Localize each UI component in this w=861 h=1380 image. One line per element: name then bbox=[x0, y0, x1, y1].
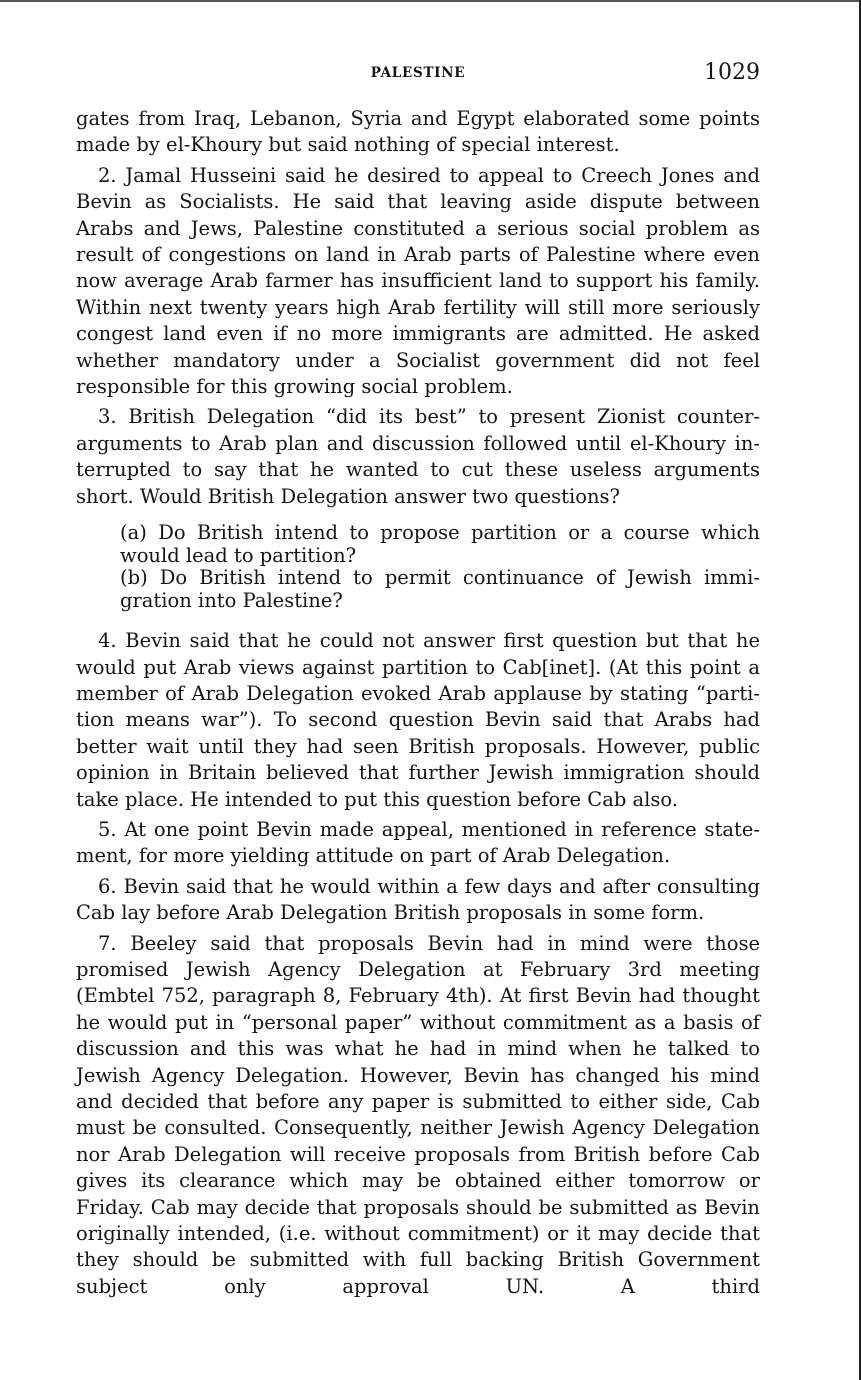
paragraph-3: 3. British Delegation “did its best” to present Zionist counterarguments to Arab plan and discussion followed until el-Khoury interrupted to say that he wanted to cut these useless arguments short. Would British Delegation answer two questions? bbox=[76, 405, 760, 508]
paragraph-7: 7. Beeley said that proposals Bevin had in mind were those promised Jewish Agency Delegation at February 3rd meeting (Embtel 752, paragraph 8, February 4th). At first Bevin had thought he would put in “personal paper” without commitment as a basis of discussion and this was what he had in mind when he talked to Jewish Agency Delegation. However, Bevin has changed his mind and decided that before any paper is submitted to either side, Cab must be consulted. Consequently, neither Jewish Agency Delegation nor Arab Delegation will receive proposals from British before Cab gives its clearance which may be obtained either tomorrow or Friday. Cab may decide that proposals should be submitted as Bevin originally intended, (i.e. without commitment) or it may decide that they should be submitted with full backing British Government subject only approval UN. A third bbox=[76, 931, 760, 1298]
paragraph-6: 6. Bevin said that he would within a few days and after consulting Cab lay before Arab Delegation British proposals in some form. bbox=[76, 874, 760, 925]
page-number: 1029 bbox=[704, 60, 760, 85]
question-a: (a) Do British intend to propose partition or a course which would lead to partition? bbox=[120, 521, 760, 567]
paragraph-5: 5. At one point Bevin made appeal, mentioned in reference statement, for more yielding attitude on part of Arab Delegation. bbox=[76, 817, 760, 868]
page-header bbox=[76, 62, 760, 90]
paragraph-2: 2. Jamal Husseini said he desired to appeal to Creech Jones and Bevin as Socialists. He said that leaving aside dispute between Arabs and Jews, Palestine constituted a serious social problem as result of congestions on land in Arab parts of Palestine where even now average Arab farmer has insufficient land to support his family. Within next twenty years high Arab fertility will still more seriously congest land even if no more immigrants are admitted. He asked whether mandatory under a Socialist government did not feel responsible for this growing social problem. bbox=[76, 163, 760, 399]
page-body bbox=[76, 106, 760, 1327]
page-top-edge bbox=[0, 0, 861, 2]
paragraph-continuation: gates from Iraq, Lebanon, Syria and Egypt elaborated some points made by el-Khoury but said nothing of special interest. bbox=[76, 107, 760, 157]
question-b: (b) Do British intend to permit continuance of Jewish immigration into Palestine? bbox=[120, 566, 760, 612]
paragraph-4: 4. Bevin said that he could not answer first question but that he would put Arab views against partition to Cab[inet]. (At this point a member of Arab Delegation evoked Arab applause by stating “partition means war”). To second question Bevin said that Arabs had better wait until they had seen British proposals. However, public opinion in Britain believed that further Jewish immigration should take place. He intended to put this question before Cab also. bbox=[76, 629, 760, 811]
running-head: PALESTINE bbox=[370, 65, 466, 81]
